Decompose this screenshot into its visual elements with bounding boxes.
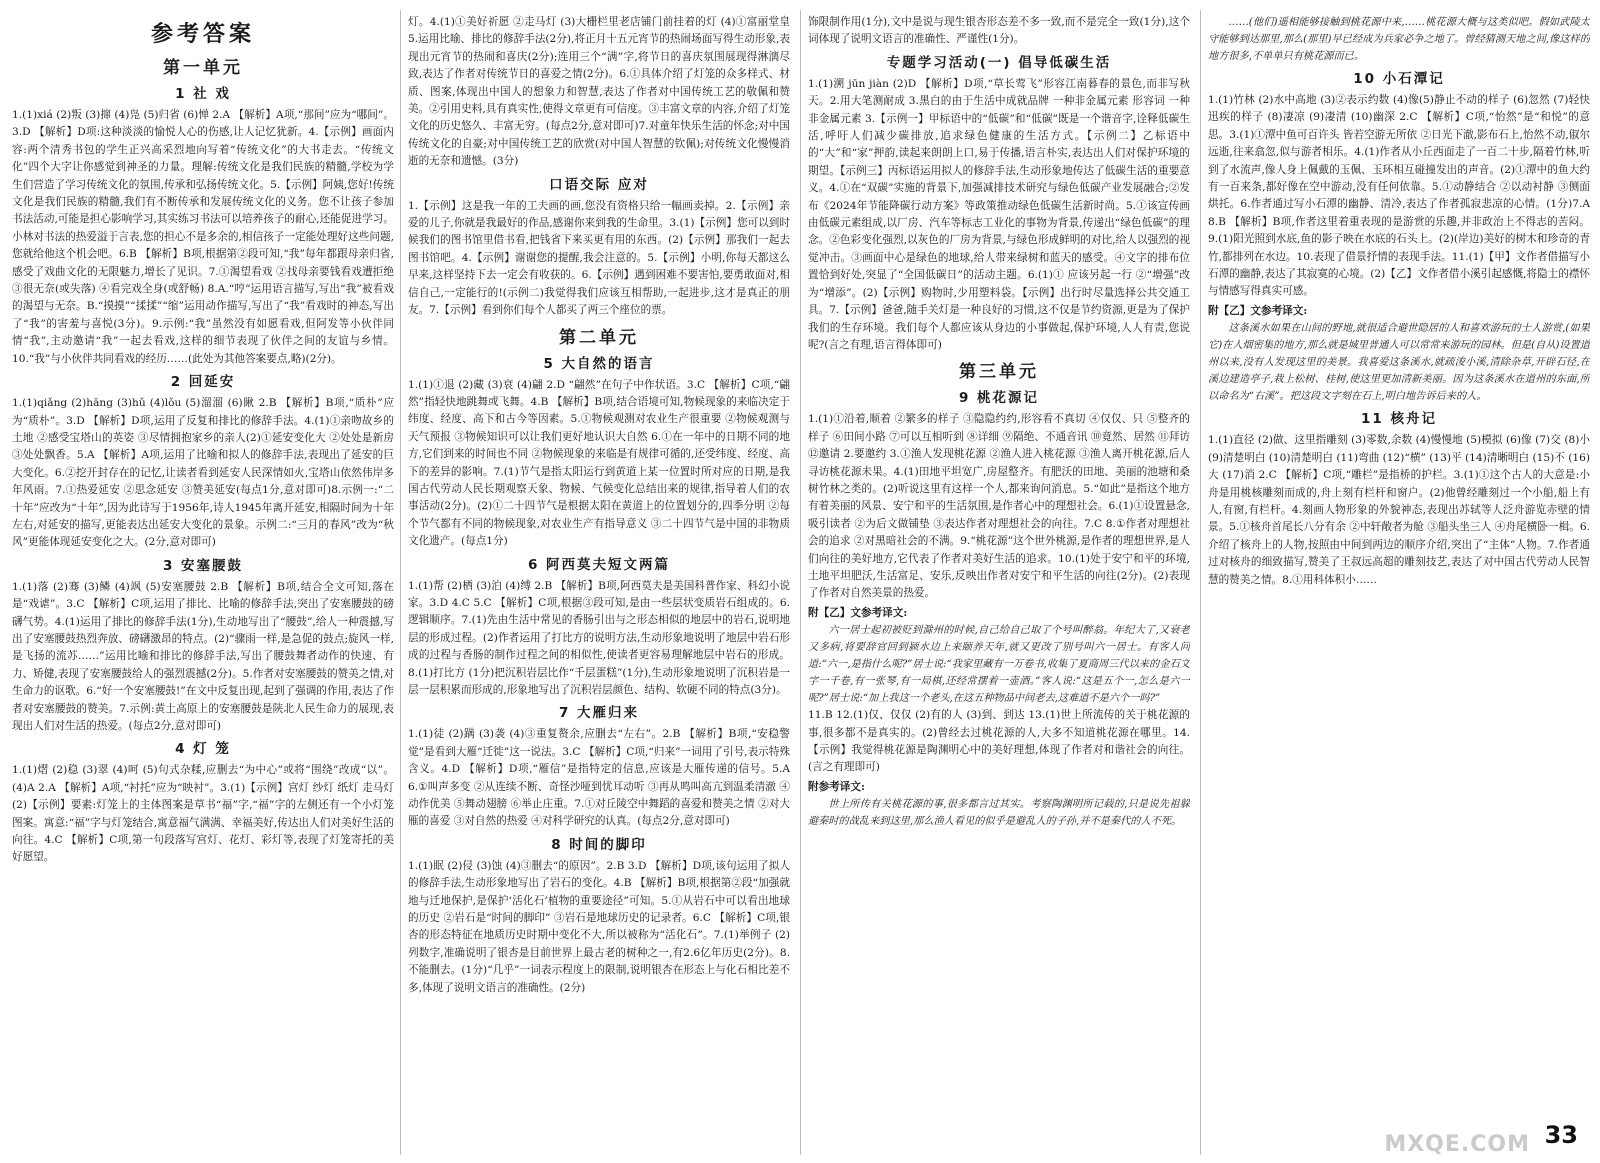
lesson-title: 7 大雁归来 (558, 705, 640, 722)
answer-paragraph: 1.【示例】这是我一年的工夫画的画,您没有资格只给一幅画卖掉。2.【示例】亲爱的儿子,你就是我最好的作品,感谢你来到我的生命里。3.(1)【示例】您可以到时候我们的图书馆里借书看,把钱省下来买更有用的东西。(2)【示例】那我们一起去图书馆吧。4.【示例】谢谢您的提醒,我会注意的。5.【示例】小明,你每天都这么早来,这样坚持下去一定会有收获的。6.【示例】遇到困难不要害怕,要勇敢面对,相信自己,一定能行的!(示例二)我觉得我们应该互相帮助,一起进步,这才是真正的朋友。7.【示例】看到你们每个人都买了两三个座位的票。 (408, 199, 790, 317)
answer-paragraph: 灯。4.(1)①美好祈愿 ②走马灯 (3)大栅栏里老店铺门前挂着的灯 (4)①富丽堂皇 5.运用比喻、排比的修辞手法(2分),将正月十五元宵节的热闹场面写得生动形象,表现出元宵节的热闹和喜庆(2分);连用三个“满”字,将节日的喜庆氛围展现得淋漓尽致,表达了作者对传统节日的喜爱之情(2分)。6.①具体介绍了灯笼的众多样式、材质、图案,体现出中国人的想象力和智慧,表达了作者对中国传统工艺的敬佩和赞美。②引用史料,具有真实性,使得文章更有可信度。③丰富文章的内容,介绍了灯笼文化的历史悠久、丰富无穷。(每点2分,意对即可)7.对童年快乐生活的怀念;对中国传统文化的自豪;对中国传统工艺的欣赏(对中国人智慧的钦佩);对传统文化慢慢消逝的无奈和遗憾。(3分) (408, 16, 790, 168)
translation-heading: 附参考译文: (808, 780, 865, 793)
column-divider (1200, 10, 1201, 1155)
answer-paragraph: 1.(1)①沿着,顺着 ②繁多的样子 ③隐隐约约,形容看不真切 ④仅仅、只 ⑤整齐的样子 ⑥田间小路 ⑦可以互相听到 ⑧详细 ⑨隔绝、不通音讯 ⑩竟然、居然 ⑪拜访 ⑫邀请 2.要邀约 3.①渔人发现桃花源 ②渔人进入桃花源 ③渔人离开桃花源,后人寻访桃花源未果。4.(1)田地平坦宽广,房屋整齐。有肥沃的田地、美丽的池塘和桑树竹林之类的。(2)听说这里有这样一个人,都来询问消息。5.“如此”是指这个地方有着美丽的风景、安宁和平的生活氛围,是作者心中的理想社会。6.(1)①设置悬念,吸引读者 ②为后文做铺垫 ③表达作者对理想社会的向往。7.C 8.①作者对理想社会的追求 ②对黑暗社会的不满。9.“桃花源”这个世外桃源,是作者的理想世界,是人们向往的美好地方,它代表了作者对美好生活的追求。10.(1)处于安宁和平的环境,土地平坦肥沃,生活富足、安乐,反映出作者对安宁和平生活的向往(2分)。(2)表现了作者对自然美景的热爱。 (808, 413, 1190, 600)
answer-paragraph: 1.(1)落 (2)骞 (3)鳞 (4)飒 (5)安塞腰鼓 2.B 【解析】B项,结合全文可知,落在是“戏谑”。3.C 【解析】C项,运用了排比、比喻的修辞手法,突出了安塞腰鼓的磅礴气势。4.(1)运用了排比的修辞手法(1分),生动地写出了“腰鼓”,给人一种震撼,写出了安塞腰鼓热烈奔放、磅礴激昂的特点。(2)“骤雨一样,是急促的鼓点;旋风一样,是飞扬的流苏……”运用比喻和排比的修辞手法,写出了腰鼓舞者动作的快速、有力、矫健,表现了安塞腰鼓给人的强烈震撼(2分)。5.作者对安塞腰鼓的赞美之情,对生命力的讴歌。6.“好一个安塞腰鼓!”在文中反复出现,起到了强调的作用,表达了作者对安塞腰鼓的赞美。7.示例:黄土高原上的安塞腰鼓是陕北人民生命力的展现,表现出人们对生活的热爱。(每点2分,意对即可) (12, 580, 394, 732)
translation-heading: 附【乙】文参考译文: (1208, 304, 1308, 317)
lesson-title: 9 桃花源记 (958, 390, 1040, 407)
unit-title: 第三单元 (959, 362, 1039, 383)
answer-paragraph: 1.(1)眠 (2)侵 (3)蚀 (4)③删去“的原因”。2.B 3.D 【解析】D项,该句运用了拟人的修辞手法,生动形象地写出了岩石的变化。4.B 【解析】B项,根据第②段“加强就地与迁地保护,是保护‘活化石’植物的重要途径”可知。5.①从岩石中可以看出地球的历史 ②岩石是“时间的脚印” ③岩石是地球历史的记录者。6.C 【解析】C项,银杏的形态特征在地质历史时期中变化不大,所以被称为“活化石”。7.(1)举例子 (2)列数字,准确说明了银杏是目前世界上最古老的树种之一,有2.6亿年历史(2分)。8.不能删去。(1分)“几乎”一词表示程度上的限制,说明银杏在形态上与化石相比差不多,体现了说明文语言的准确性。(2分) (408, 859, 790, 994)
answer-paragraph: 1.(1)熠 (2)稳 (3)翠 (4)呵 (5)句式杂糅,应删去“为中心”或将“围绕”改成“以”。(4)A 2.A 【解析】A项,“衬托”应为“映衬”。3.(1)【示例】宫灯 纱灯 纸灯 走马灯 (2)【示例】要素:灯笼上的主体图案是草书“福”字,“福”字的左侧还有一个小灯笼图案。寓意:“福”字与灯笼结合,寓意福气满满、幸福美好,传达出人们对美好生活的向往。4.C 【解析】C项,第一句段落写宫灯、花灯、彩灯等,表现了灯笼寄托的美好愿望。 (12, 764, 394, 864)
column-divider (800, 10, 801, 1155)
column-1 (12, 14, 394, 1154)
column-divider (400, 10, 401, 1155)
answer-paragraph: 饰限制作用(1分),文中是说与现生银杏形态差不多一致,而不是完全一致(1分),这个词体现了说明文语言的准确性、严谨性(1分)。 (808, 16, 1190, 46)
answer-paragraph: 1.(1)xiá (2)叛 (3)撺 (4)凫 (5)归省 (6)惮 2.A 【解析】A项,“那间”应为“哪间”。3.D 【解析】D项:这种淡淡的愉悦人心的伤感,让人记忆犹新。4.【示例】画面内容:两个清秀书包的学生正兴高采烈地向写着“传统文化”的大书走去。“传统文化”四个大字让你感觉到神圣的力量。理解:传统文化是我们民族的精髓,学校为学生们营造了学习传统文化的氛围,传承和弘扬传统文化。5.【示例】阿姨,您好!传统文化是我们民族的精髓,我们有不断传承和发展传统文化的义务。您不让孩子参加书法活动,可能是担心影响学习,其实练习书法可以培养孩子的耐心,还能促进学习。小林对书法的热爱溢于言表,您的担心不是多余的,相信孩子一定能处理好这些问题,您就给他这个机会吧。6.B 【解析】B项,根据第②段可知,“我”每年都跟母亲归省,感受了戏曲文化的无限魅力,增长了见识。7.①渴望看戏 ②找母亲要钱看戏遭拒绝 ③很无奈(或失落) ④看完戏全身(或舒畅) 8.A.“哼”运用语言描写,写出“我”被看戏的渴望与无奈。B.“摸摸”“揉揉”“缩”运用动作描写,写出了“我”看戏时的神态,写出了“我”的害羞与喜悦(3分)。9.示例:“我”虽然没有如愿看戏,但阿发等小伙伴同情“我”,主动邀请“我”一起去看戏,这样的细节表现了伙伴之间的友谊与乡情。10.“我”与小伙伴共同看戏的经历……(此处为其他答案要点,略)(2分)。 (12, 109, 394, 365)
answer-paragraph: 1.(1)qiǎng (2)hāng (3)hǔ (4)lǒu (5)溜溜 (6)瞅 2.B 【解析】B项,“质朴”应为“质朴”。3.D 【解析】D项,运用了反复和排比的修辞手法。4.(1)①亲吻故乡的土地 ②感受宝塔山的英姿 ③尽情拥抱家乡的亲人(2)①延安变化大 ②处处是新房 ③处处飘香。5.A 【解析】A项,运用了比喻和拟人的修辞手法,表现出了延安的巨大变化。6.②挖开封存在的记忆,让读者看到延安人民深情如火,宝塔山依然伟岸多年风雨。7.①热爱延安 ②思念延安 ③赞美延安(每点1分,意对即可)8.示例一:“二十年”应改为“十年”,因为此诗写于1956年,诗人1945年离开延安,相隔时间为十年左右,对延安的描写,更能表达出延安大变化的景象。示例二:“三月的春风”改为“秋风”更能体现延安变化之大。(2分,意对即可) (12, 397, 394, 549)
lesson-title: 3 安塞腰鼓 (162, 557, 244, 574)
translation-text: 世上所传有关桃花源的事,很多都言过其实。考察陶渊明所记载的,只是说先祖躲避秦时的战乱来到这里,那么渔人看见的似乎是避乱人的子孙,并不是秦代的人不死。 (808, 799, 1190, 828)
unit-title: 第二单元 (559, 327, 639, 348)
section-title: 口语交际 应对 (549, 176, 649, 193)
answer-paragraph: 1.(1)竹林 (2)水中高地 (3)②表示约数 (4)像(5)静止不动的样子 (6)忽然 (7)轻快迅疾的样子 (8)凄凉 (9)凄清 (10)幽深 2.C 【解析】C项,“怡然”是“和悦”的意思。3.(1)①潭中鱼可百许头 皆若空游无所依 ②日光下澈,影布石上,怡然不动,俶尔远逝,往来翕忽,似与游者相乐。4.(1)作者从小丘西面走了一百二十步,隔着竹林,听到了水流声,像人身上佩戴的玉佩、玉环相互碰撞发出的声音。(2)①潭中的鱼大约有一百来条,都好像在空中游动,没有任何依靠。5.①动静结合 ②以动衬静 ③侧面烘托。6.作者通过写小石潭的幽静、清冷,表达了作者孤寂悲凉的心情。(1分)7.A 8.B 【解析】B项,作者这里着重表现的是游赏的乐趣,并非政治上不得志的苦闷。9.(1)阳光照到水底,鱼的影子映在水底的石头上。(2)(岸边)美好的树木和珍奇的青竹,都排列在水边。10.表现了借景抒情的表现手法。11.(1)【甲】文作者借描写小石潭的幽静,表达了其寂寞的心境。(2)【乙】文作者借小溪引起感慨,将隐士的襟怀与情感写得真实可感。 (1208, 94, 1590, 298)
lesson-title: 5 大自然的语言 (543, 355, 655, 372)
lesson-title: 6 阿西莫夫短文两篇 (527, 556, 671, 573)
answer-paragraph: 1.(1)①退 (2)藏 (3)衰 (4)翩 2.D “翩然”在句子中作状语。3.C 【解析】C项,“翩然”指轻快地跳舞或飞舞。4.B 【解析】B项,结合语境可知,物候现象的来临决定于纬度、经度、高下和古今等因素。5.①物候观测对农业生产很重要 ②物候观测与天气预报 ③物候知识可以让我们更好地认识大自然 6.①在一年中的日期不同的地方,它们到来的时间也不同 ②物候现象的来临是有规律可循的,还受纬度、经度、高下的差异的影响。7.(1)节气是指太阳运行到黄道上某一位置时所对应的日期,是我国古代劳动人民长期观察天象、物候、气候变化总结出来的规律,指导着人们的农事活动(2分)。(2)①二十四节气是根据太阳在黄道上的位置划分的,四季分明 ②每个节气都有不同的物候现象,对农业生产有指导意义 ③二十四节气是中国的非物质文化遗产。(每点1分) (408, 378, 790, 548)
lesson-title: 11 核舟记 (1361, 411, 1437, 428)
translation-text: 六一居士起初被贬到滁州的时候,自己给自己取了个号叫醉翁。年纪大了,又衰老又多病,将要辞官回到颍水边上来颐养天年,就又更改了别号叫六一居士。有客人问道:“六一,是指什么呢?”居士说:“我家里藏有一万卷书,收集了夏商周三代以来的金石文字一千卷,有一张琴,有一局棋,还经常摆着一壶酒。”客人说:“这是五个一,怎么是六一呢?”居士说:“加上我这一个老头,在这五种物品中间老去,这难道不是六个一吗?” (808, 625, 1190, 705)
column-2 (408, 14, 790, 1154)
lesson-title: 2 回延安 (170, 374, 236, 391)
answer-paragraph: 11.B 12.(1)仅、仅仅 (2)有的人 (3)到、到达 13.(1)世上所流传的关于桃花源的事,很多都不是真实的。(2)曾经去过桃花源的人,大多不知道桃花源在哪里。14.【示例】我觉得桃花源是陶渊明心中的美好理想,体现了作者对和谐社会的向往。(言之有理即可) (808, 709, 1190, 774)
page-title: 参考答案 (150, 22, 255, 47)
answer-paragraph: 1.(1)徒 (2)蹒 (3)袭 (4)③重复赘余,应删去“左右”。2.B 【解析】B项,“安稳警觉”是看到大雁“迁徙”这一说法。3.C 【解析】C项,“归来”一词用了引号,表示特殊含义。4.D 【解析】D项,“雁信”是指特定的信息,应该是大雁传递的信号。5.A 6.①叫声多变 ②从连续不断、奇怪沙哑到忧耳动听 ③再从鸣叫高亢到温柔清澈 ④动作优美 ⑤舞动翅膀 ⑥举止庄重。7.①对丘陵空中舞蹈的喜爱和赞美之情 ②对大雁的喜爱 ③对自然的热爱 ④对科学研究的认真。(每点2分,意对即可) (408, 728, 790, 828)
column-3 (808, 14, 1190, 1154)
section-title: 专题学习活动(一) 倡导低碳生活 (886, 54, 1112, 71)
translation-text: 这条溪水如果在山间的野地,就很适合避世隐居的人和喜欢游玩的士人游赏,(如果它)在人烟密集的地方,那么就是城里普通人可以常常来游玩的园林。但是(自从)设置道州以来,没有人发现这里的美景。我喜爱这条溪水,就疏浚小溪,清除杂草,开辟石径,在溪边建造亭子,栽上松树、桂树,使这里更加清新美丽。因为这条溪水在道州的东面,所以命名为“右溪”。把这段文字刻在石上,明白地告诉后来的人。 (1208, 323, 1590, 403)
translation-text: ……(他们)遥相能够接触到桃花源中来,……桃花源大概与这类似吧。假如武陵太守能够到达那里,那么(那里)早已经成为兵家必争之地了。曾经猜测天地之间,像这样的地方很多,不单单只有桃花源而已。 (1208, 17, 1590, 62)
page-number: 33 (1544, 1121, 1578, 1149)
lesson-title: 1 社 戏 (175, 86, 231, 102)
lesson-title: 8 时间的脚印 (551, 836, 647, 853)
translation-heading: 附【乙】文参考译文: (808, 606, 908, 619)
answer-paragraph: 1.(1)帮 (2)栖 (3)泊 (4)缚 2.B 【解析】B项,阿西莫夫是美国科普作家、科幻小说家。3.D 4.C 5.C 【解析】C项,根据③段可知,是由一些层状变质岩石组成的。6.逻辑顺序。7.(1)先由生活中常见的香肠引出与之形态相似的地层中的岩石,说明地层的形成过程。(2)作者运用了打比方的说明方法,生动形象地说明了地层中岩石形成的过程与香肠的制作过程之间的相似性,使读者更容易理解地层中岩石的形成。8.(1)打比方 (1分)把沉积岩层比作“千层蛋糕”(1分),生动形象地说明了沉积岩是一层一层积累而形成的,形象地写出了沉积岩层颜色、结构、软硬不同的特点(3分)。 (408, 579, 790, 696)
answer-paragraph: 1.(1)直径 (2)做、这里指雕刻 (3)零数,余数 (4)慢慢地 (5)模拟 (6)像 (7)交 (8)小 (9)清楚明白 (10)清楚明白 (11)弯曲 (12)“横” (13)平 (14)清晰明白 (15)不 (16)大 (17)消 2.C 【解析】C项,“雕栏”是指桥的护栏。3.(1)①这个古人的大意是:小舟是用桃核雕刻而成的,舟上刻有栏杆和窗户。(2)他曾经雕刻过一个小船,船上有人,有窗,有栏杆。4.刻画人物形象的外貌神态,表现出苏轼等人泛舟游览赤壁的情景。5.①核舟首尾长八分有余 ②中轩敞者为舱 ③船头坐三人 ④舟尾横卧一楫。6.介绍了核舟上的人物,按照由中间到两边的顺序介绍,突出了“主体”人物。7.作者通过对核舟的细致描写,赞美了王叔远高超的雕刻技艺,表达了对中国古代劳动人民智慧的赞美之情。8.①用科体积小…… (1208, 434, 1590, 586)
unit-title: 第一单元 (163, 58, 243, 78)
watermark: MXQE.COM (1384, 1132, 1530, 1157)
answer-paragraph: 1.(1)溯 jūn jiàn (2)D 【解析】D项,“草长莺飞”形容江南暮春的景色,而非写秋天。2.用大笔测耐成 3.黑白的由于生活中成就品牌 一种非金属元素 形容词 一种非金属元素 3.【示例一】甲标语中的“低碳”和“低碳”既是一个谐音字,诠释低碳生活,呼吁人们减少碳排放,追求绿色健康的生活方式。【示例二】乙标语中的“大”和“家”押韵,读起来朗朗上口,易于传播,语言朴实,表达出人们对保护环境的期望。【示例三】丙标语运用拟人的修辞手法,生动形象地传达了低碳生活的重要意义。4.①在“双碳”实施的背景下,加强减排技术研究与绿色低碳产业发展融合;②发布《2024年节能降碳行动方案》等政策推动绿色低碳生活新时尚。5.①该宣传画由低碳元素组成,以厂房、汽车等标志工业化的事物为背景,传递出“绿色低碳”的理念。②色彩变化强烈,以灰色的厂房为背景,与绿色形成鲜明的对比,给人以强烈的视觉冲击。③画面中心是绿色的地球,给人带来绿树和蓝天的感受。④文字的排布位置恰到好处,突显了“全国低碳日”的活动主题。6.(1)① 应该另起一行 ②“增强”改为“增添”。(2)【示例】购物时,少用塑料袋。【示例】出行时尽量选择公共交通工具。7.【示例】爸爸,随手关灯是一种良好的习惯,这不仅是节约资源,更是为了保护我们的生存环境。我们每个人都应该从身边的小事做起,保护环境,人人有责,您说呢?(言之有理,语言得体即可) (808, 77, 1190, 351)
column-4 (1208, 14, 1590, 1154)
lesson-title: 4 灯 笼 (175, 741, 231, 758)
lesson-title: 10 小石潭记 (1353, 71, 1445, 87)
